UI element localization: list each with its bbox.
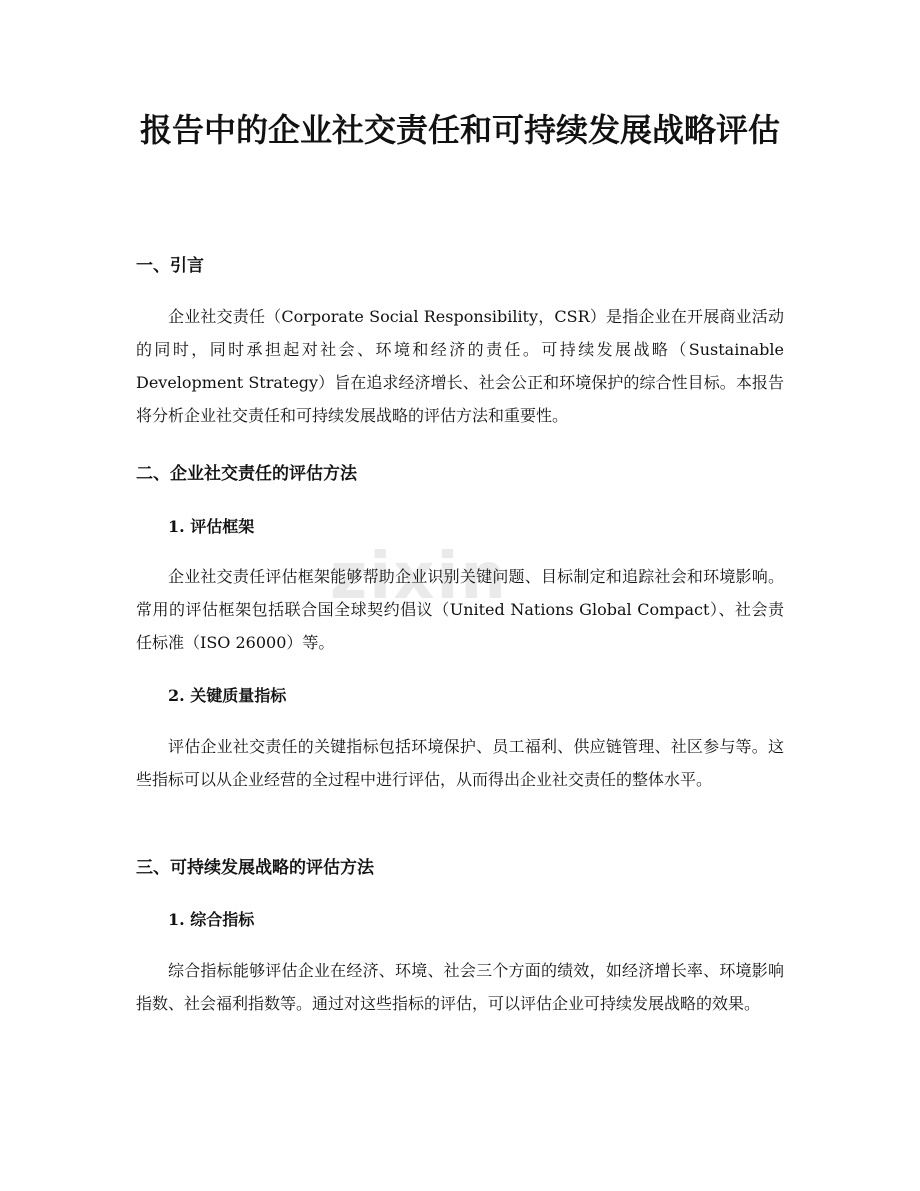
section-heading-csr-evaluation: 二、企业社交责任的评估方法	[136, 464, 357, 484]
paragraph-evaluation-framework: 企业社交责任评估框架能够帮助企业识别关键问题、目标制定和追踪社会和环境影响。常用的评估框架包括联合国全球契约倡议（United Nations Global Compact）、社会责任标准（ISO 26000）等。	[136, 567, 784, 652]
section-heading-introduction: 一、引言	[136, 256, 204, 276]
paragraph-composite-indicators: 综合指标能够评估企业在经济、环境、社会三个方面的绩效，如经济增长率、环境影响指数、社会福利指数等。通过对这些指标的评估，可以评估企业可持续发展战略的效果。	[136, 961, 784, 1013]
section-heading-sustainability-evaluation: 三、可持续发展战略的评估方法	[136, 858, 374, 878]
subheading-composite-indicators: 1. 综合指标	[168, 910, 255, 929]
watermark: zixin	[330, 540, 508, 614]
paragraph-key-quality-indicators: 评估企业社交责任的关键指标包括环境保护、员工福利、供应链管理、社区参与等。这些指标可以从企业经营的全过程中进行评估，从而得出企业社交责任的整体水平。	[136, 737, 784, 789]
subheading-evaluation-framework: 1. 评估框架	[168, 517, 255, 536]
section-paragraph-introduction: 企业社交责任（Corporate Social Responsibility，CSR）是指企业在开展商业活动的同时，同时承担起对社会、环境和经济的责任。可持续发展战略（Sustainable Development Strategy）旨在追求经济增长、社会公正和环境保护的综合性目标。本报告将分析企业社交责任和可持续发展战略的评估方法和重要性。	[136, 307, 784, 425]
document-title: 报告中的企业社交责任和可持续发展战略评估	[139, 111, 780, 149]
subheading-key-quality-indicators: 2. 关键质量指标	[168, 686, 287, 705]
